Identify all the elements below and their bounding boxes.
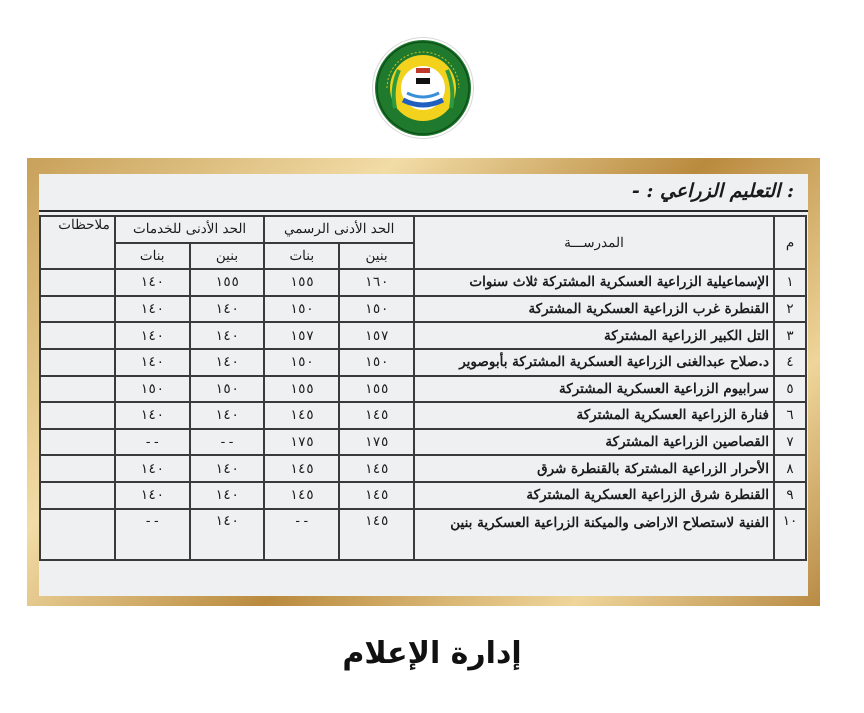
row-number: ٨: [774, 455, 806, 482]
official-boys: ١٤٥: [339, 455, 414, 482]
services-girls: --: [115, 509, 190, 560]
row-number: ٢: [774, 296, 806, 323]
row-number: ٧: [774, 429, 806, 456]
official-girls: ١٥٠: [264, 349, 339, 376]
table-row: [40, 269, 806, 296]
school-name: القنطرة غرب الزراعية العسكرية المشتركة: [414, 296, 774, 323]
header-official-boys: بنين: [339, 243, 414, 270]
services-boys: ١٥٥: [190, 269, 265, 296]
header-school: المدرســـة: [414, 216, 774, 269]
official-boys: ١٥٥: [339, 376, 414, 403]
header-services-boys: بنين: [190, 243, 265, 270]
header-services-girls: بنات: [115, 243, 190, 270]
school-name: التل الكبير الزراعية المشتركة: [414, 322, 774, 349]
table-row: [40, 455, 806, 482]
table-row: [40, 402, 806, 429]
school-name: فنارة الزراعية العسكرية المشتركة: [414, 402, 774, 429]
official-boys: ١٤٥: [339, 509, 414, 560]
school-name: الفنية لاستصلاح الاراضى والميكنة الزراعية العسكرية بنين: [414, 509, 774, 560]
table-row: [40, 349, 806, 376]
table-row: [40, 296, 806, 323]
governorate-seal-icon: [373, 38, 473, 138]
services-girls: ١٤٠: [115, 296, 190, 323]
school-name: القنطرة شرق الزراعية العسكرية المشتركة: [414, 482, 774, 509]
row-number: ٩: [774, 482, 806, 509]
services-boys: --: [190, 429, 265, 456]
official-girls: ١٤٥: [264, 402, 339, 429]
row-number: ١٠: [774, 509, 806, 560]
services-girls: ١٤٠: [115, 455, 190, 482]
services-girls: ١٤٠: [115, 402, 190, 429]
notes-cell: [40, 322, 115, 349]
services-boys: ١٤٠: [190, 482, 265, 509]
table-row: [40, 482, 806, 509]
table-row: [40, 509, 806, 560]
official-girls: ١٧٥: [264, 429, 339, 456]
services-boys: ١٤٠: [190, 296, 265, 323]
governorate-logo: [373, 38, 473, 138]
school-name: القصاصين الزراعية المشتركة: [414, 429, 774, 456]
row-number: ٥: [774, 376, 806, 403]
title-divider: [39, 210, 808, 212]
official-boys: ١٤٥: [339, 482, 414, 509]
school-name: الأحرار الزراعية المشتركة بالقنطرة شرق: [414, 455, 774, 482]
services-girls: ١٤٠: [115, 482, 190, 509]
official-girls: ١٥٠: [264, 296, 339, 323]
official-girls: ١٥٥: [264, 376, 339, 403]
header-services-min: الحد الأدنى للخدمات: [115, 216, 265, 243]
notes-cell: [40, 482, 115, 509]
row-number: ٤: [774, 349, 806, 376]
official-girls: ١٤٥: [264, 455, 339, 482]
gold-frame: [27, 158, 820, 606]
services-boys: ١٤٠: [190, 509, 265, 560]
services-boys: ١٥٠: [190, 376, 265, 403]
notes-cell: [40, 269, 115, 296]
notes-cell: [40, 402, 115, 429]
table-row: [40, 376, 806, 403]
services-girls: ١٤٠: [115, 349, 190, 376]
services-boys: ١٤٠: [190, 322, 265, 349]
header-notes: ملاحظات: [40, 216, 115, 269]
header-number: م: [774, 216, 806, 269]
admission-table: [39, 215, 807, 561]
row-number: ٦: [774, 402, 806, 429]
official-girls: ١٥٥: [264, 269, 339, 296]
official-boys: ١٥٠: [339, 349, 414, 376]
section-title: : التعليم الزراعي : -: [631, 180, 794, 202]
row-number: ١: [774, 269, 806, 296]
services-girls: ١٤٠: [115, 269, 190, 296]
table-row: [40, 322, 806, 349]
school-name: الإسماعيلية الزراعية العسكرية المشتركة ثلاث سنوات: [414, 269, 774, 296]
services-girls: ١٥٠: [115, 376, 190, 403]
header-official-girls: بنات: [264, 243, 339, 270]
notes-cell: [40, 296, 115, 323]
official-boys: ١٤٥: [339, 402, 414, 429]
official-boys: ١٦٠: [339, 269, 414, 296]
notes-cell: [40, 429, 115, 456]
table-row: [40, 429, 806, 456]
notes-cell: [40, 509, 115, 560]
services-boys: ١٤٠: [190, 402, 265, 429]
official-girls: ١٤٥: [264, 482, 339, 509]
services-girls: --: [115, 429, 190, 456]
school-name: د.صلاح عبدالغنى الزراعية العسكرية المشتركة بأبوصوير: [414, 349, 774, 376]
official-girls: --: [264, 509, 339, 560]
official-boys: ١٥٠: [339, 296, 414, 323]
notes-cell: [40, 455, 115, 482]
row-number: ٣: [774, 322, 806, 349]
school-name: سرابيوم الزراعية العسكرية المشتركة: [414, 376, 774, 403]
footer-caption: إدارة الإعلام: [342, 636, 522, 671]
services-girls: ١٤٠: [115, 322, 190, 349]
official-girls: ١٥٧: [264, 322, 339, 349]
official-boys: ١٥٧: [339, 322, 414, 349]
services-boys: ١٤٠: [190, 349, 265, 376]
official-boys: ١٧٥: [339, 429, 414, 456]
header-official-min: الحد الأدنى الرسمي: [264, 216, 414, 243]
notes-cell: [40, 376, 115, 403]
scanned-document: [39, 174, 808, 596]
services-boys: ١٤٠: [190, 455, 265, 482]
notes-cell: [40, 349, 115, 376]
